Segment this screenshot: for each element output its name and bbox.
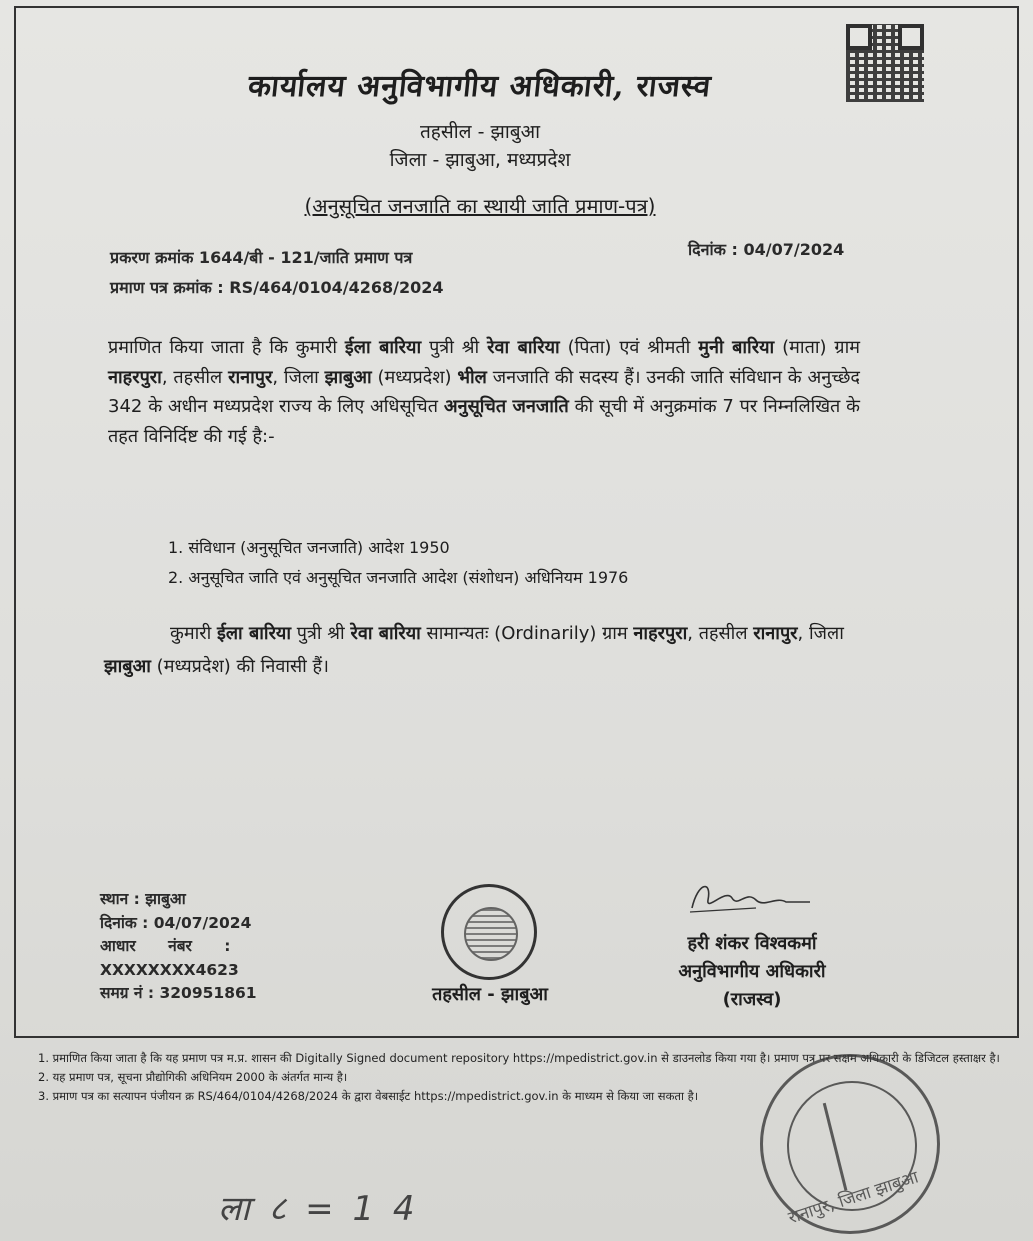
- certification-paragraph: प्रमाणित किया जाता है कि कुमारी ईला बारिया पुत्री श्री रेवा बारिया (पिता) एवं श्रीमती मुनी बारिया (माता) ग्राम नाहरपुरा, तहसील रानापुर, जिला झाबुआ (मध्यप्रदेश) भील जनजाति की सदस्य हैं। उनकी जाति संविधान के अनुच्छेद 342 के अधीन मध्यप्रदेश राज्य के लिए अधिसूचित अनुसूचित जनजाति की सूची में अनुक्रमांक 7 पर निम्नलिखित के तहत विनिर्दिष्ट की गई है:-: [108, 337, 860, 447]
- office-title: कार्यालय अनुविभागीय अधिकारी, राजस्व: [246, 69, 714, 104]
- category-name: अनुसूचित जनजाति: [443, 396, 569, 417]
- tribe-name: भील: [457, 366, 487, 388]
- footnote: 1. प्रमाणित किया जाता है कि यह प्रमाण पत्र म.प्र. शासन की Digitally Signed document repository https://mpedistrict.gov.in से डाउनलोड किया गया है। प्रमाण पत्र पर सक्षम अधिकारी के डिजिटल हस्ताक्षर है।: [38, 1051, 1000, 1065]
- issue-details: [100, 888, 257, 1006]
- tehsil-line: तहसील - झाबुआ: [419, 121, 541, 143]
- certificate-number: प्रमाण पत्र क्रमांक : RS/464/0104/4268/2024: [110, 278, 444, 297]
- officer-block: [622, 930, 882, 1014]
- certificate-title: (अनुसूचित जनजाति का स्थायी जाति प्रमाण-पत्र): [304, 194, 656, 218]
- case-number: प्रकरण क्रमांक 1644/बी - 121/जाति प्रमाण पत्र: [110, 248, 413, 267]
- village-name: नाहरपुरा: [108, 366, 162, 388]
- footnote: 2. यह प्रमाण पत्र, सूचना प्रौद्योगिकी अधिनियम 2000 के अंतर्गत मान्य है।: [38, 1070, 348, 1084]
- district-line: जिला - झाबुआ, मध्यप्रदेश: [389, 149, 571, 171]
- issue-date: दिनांक : 04/07/2024: [688, 240, 845, 259]
- seal-label: तहसील - झाबुआ: [432, 984, 548, 1005]
- officer-designation: अनुविभागीय अधिकारी: [678, 961, 826, 982]
- tehsil-name: रानापुर: [228, 366, 273, 388]
- place: स्थान : झाबुआ: [100, 890, 186, 908]
- father-name: रेवा बारिया: [487, 337, 560, 358]
- aadhaar-value: XXXXXXXX4623: [100, 960, 239, 979]
- footnote: 3. प्रमाण पत्र का सत्यापन पंजीयन क्र RS/464/0104/4268/2024 के द्वारा वेबसाईट https://mpedistrict.gov.in के माध्यम से किया जा सकता है।: [38, 1089, 699, 1103]
- officer-dept: (राजस्व): [722, 989, 782, 1010]
- stamp-text: रानापुर, जिला झाबुआ: [786, 1167, 921, 1229]
- officer-name: हरी शंकर विश्वकर्मा: [687, 933, 817, 954]
- district-name: झाबुआ: [324, 366, 372, 388]
- round-stamp-icon: [760, 1054, 940, 1234]
- list-item: 1. संविधान (अनुसूचित जनजाति) आदेश 1950: [168, 538, 450, 557]
- handwritten-note: ला ८ = 1 4: [218, 1189, 419, 1229]
- footer-date: दिनांक : 04/07/2024: [100, 913, 252, 932]
- residence-paragraph: कुमारी ईला बारिया पुत्री श्री रेवा बारिया सामान्यतः (Ordinarily) ग्राम नाहरपुरा, तहसील रानापुर, जिला झाबुआ (मध्यप्रदेश) की निवासी हैं।: [104, 623, 844, 677]
- candidate-name: ईला बारिया: [344, 337, 422, 358]
- emblem-seal-icon: [441, 884, 537, 980]
- aadhaar-label: आधार नंबर :: [100, 937, 231, 955]
- mother-name: मुनी बारिया: [698, 337, 775, 358]
- samagra-number: समग्र नं : 320951861: [100, 984, 257, 1002]
- list-item: 2. अनुसूचित जाति एवं अनुसूचित जनजाति आदेश (संशोधन) अधिनियम 1976: [168, 568, 629, 587]
- signature-icon: [686, 878, 816, 918]
